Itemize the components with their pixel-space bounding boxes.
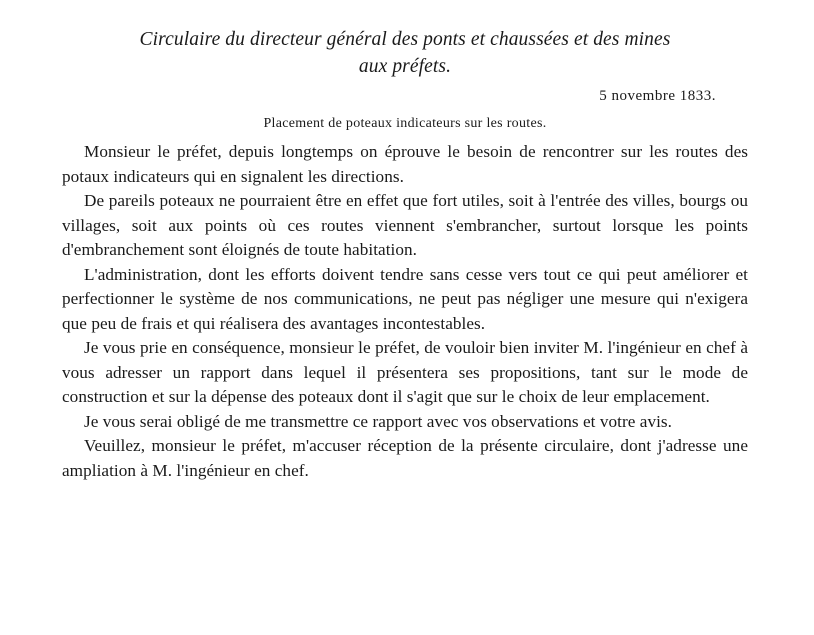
paragraph-6: Veuillez, monsieur le préfet, m'accuser réception de la présente circulaire, dont j'adresse une ampliation à M. l'ingénieur en chef. <box>62 436 748 480</box>
circular-date: 5 novembre 1833. <box>599 88 716 104</box>
paragraph-2: De pareils poteaux ne pourraient être en effet que fort utiles, soit à l'entrée des villes, bourgs ou villages, soit aux points où ces routes viennent s'embrancher, surtout lorsque les points d'embranchement sont éloignés de toute habitation. <box>62 191 748 259</box>
paragraph-3: L'administration, dont les efforts doivent tendre sans cesse vers tout ce qui peut améliorer et perfectionner le système de nos communications, ne peut pas négliger une mesure qui n'exigera que peu de frais et qui réalisera des avantages incontestables. <box>62 264 748 333</box>
paragraph-4: Je vous prie en conséquence, monsieur le préfet, de vouloir bien inviter M. l'ingénieur en chef à vous adresser un rapport dans lequel il présentera ses propositions, tant sur le mode de construction et sur la dépense des poteaux dont il s'agit que sur le choix de leur emplacement. <box>62 338 748 406</box>
title-line-1: Circulaire du directeur général des ponts et chaussées et des mines <box>139 29 671 50</box>
circular-subtitle: Placement de poteaux indicateurs sur les routes. <box>263 116 547 131</box>
circular-title <box>62 26 748 80</box>
paragraph-5: Je vous serai obligé de me transmettre ce rapport avec vos observations et votre avis. <box>84 411 673 431</box>
paragraph-1: Monsieur le préfet, depuis longtemps on éprouve le besoin de rencontrer sur les routes des potaux indicateurs qui en signalent les directions. <box>62 142 748 186</box>
circular-body <box>62 140 748 483</box>
title-line-2: aux préfets. <box>358 56 452 77</box>
